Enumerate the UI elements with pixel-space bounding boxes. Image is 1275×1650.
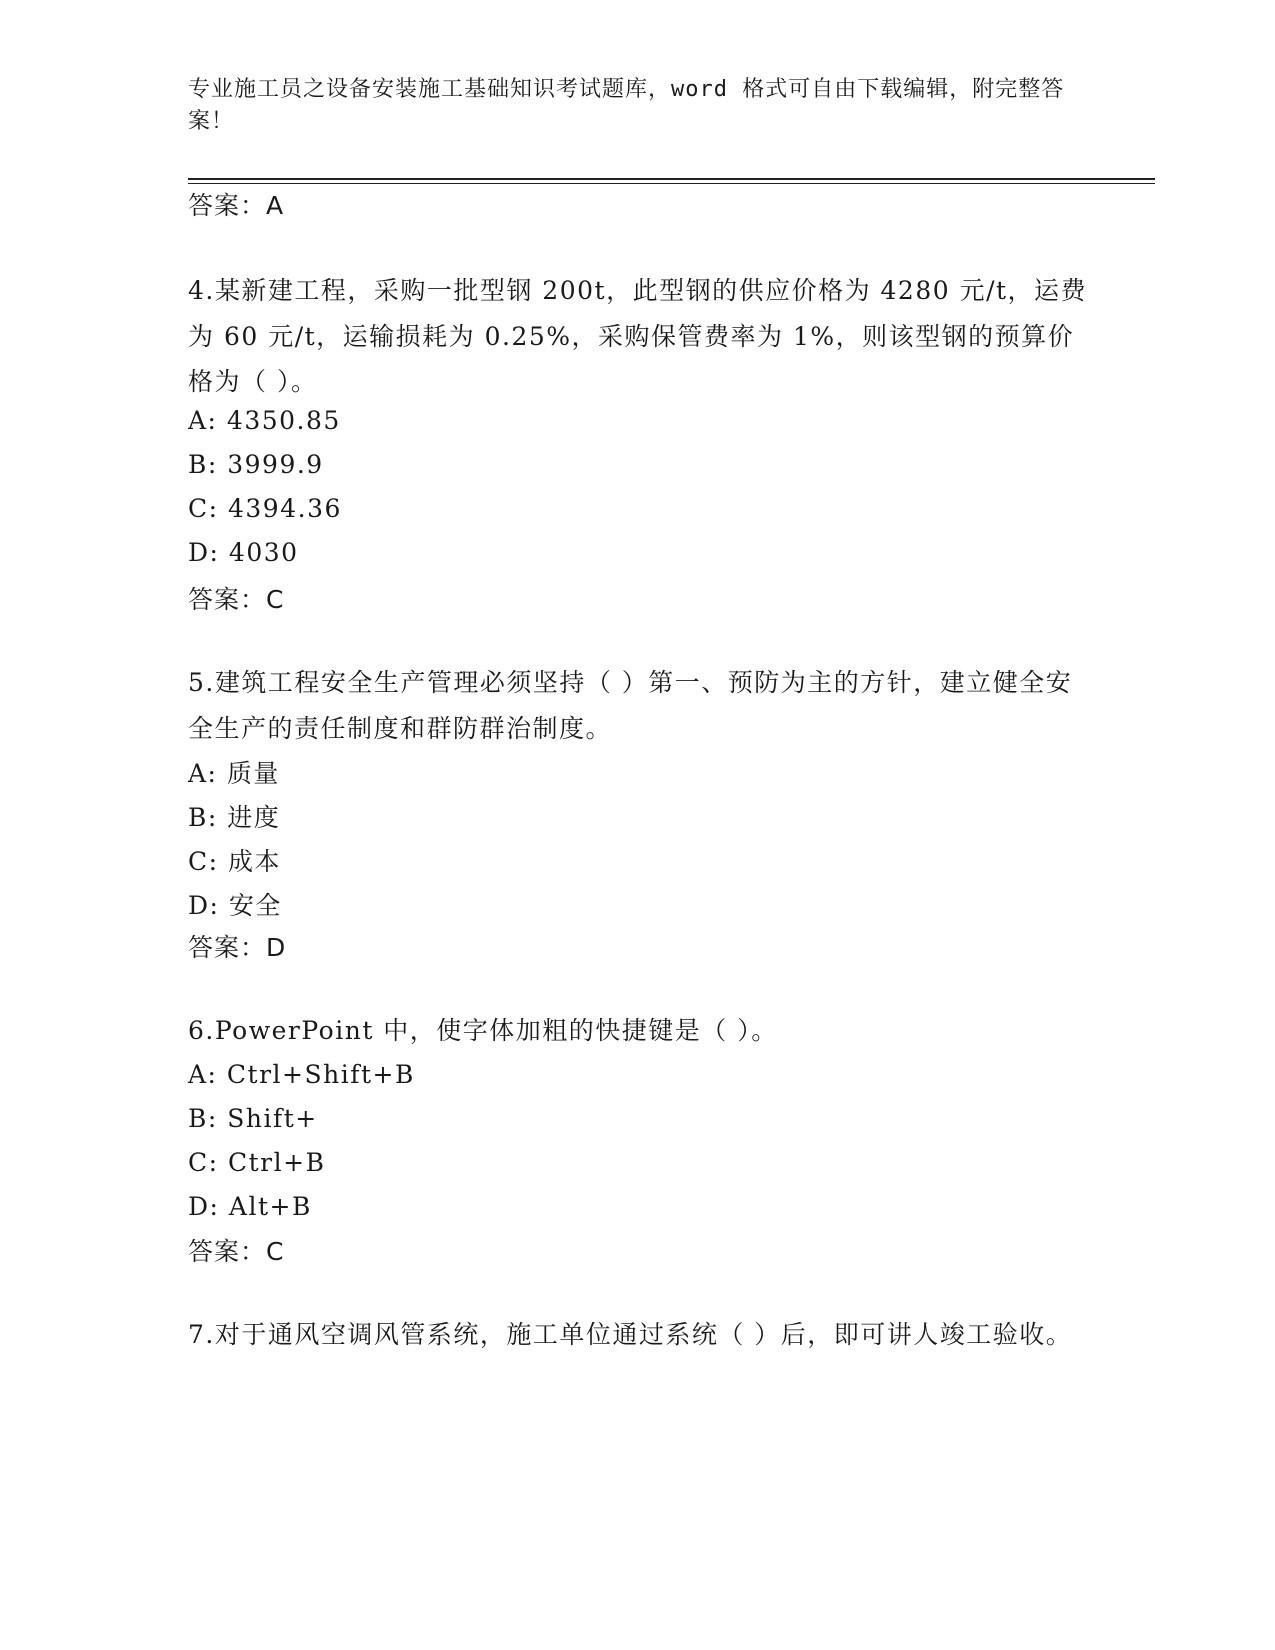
question-5-option-b: B: 进度 (188, 803, 281, 832)
document-header: 专业施工员之设备安装施工基础知识考试题库，word 格式可自由下载编辑，附完整答案！ (188, 77, 1065, 134)
question-4-stem: 4.某新建工程，采购一批型钢 200t，此型钢的供应价格为 4280 元/t，运费为 60 元/t，运输损耗为 0.25%，采购保管费率为 1%，则该型钢的预算价格为（ ）。 (188, 276, 1088, 396)
question-5-option-d: D: 安全 (188, 891, 282, 920)
question-6-stem: 6.PowerPoint 中，使字体加粗的快捷键是（ ）。 (188, 1016, 778, 1045)
answer-prev: 答案：A (188, 191, 285, 220)
question-5-option-c: C: 成本 (188, 847, 281, 876)
question-5-stem: 5.建筑工程安全生产管理必须坚持（ ）第一、预防为主的方针，建立健全安全生产的责任制度和群防群治制度。 (188, 668, 1073, 743)
question-4-option-b: B: 3999.9 (188, 450, 324, 479)
question-6-option-a: A: Ctrl+Shift+B (188, 1060, 415, 1089)
question-4-answer: 答案：C (188, 585, 285, 614)
question-5-answer: 答案：D (188, 933, 287, 962)
question-6-option-d: D: Alt+B (188, 1192, 312, 1221)
question-6-option-c: C: Ctrl+B (188, 1148, 326, 1177)
question-6-answer: 答案：C (188, 1237, 285, 1266)
header-divider (188, 178, 1155, 180)
header-divider-thin (188, 183, 1155, 184)
question-6-option-b: B: Shift+ (188, 1104, 318, 1133)
question-4-option-a: A: 4350.85 (188, 406, 341, 435)
question-7-stem: 7.对于通风空调风管系统，施工单位通过系统（ ）后，即可讲人竣工验收。 (188, 1320, 1073, 1349)
question-4-option-c: C: 4394.36 (188, 494, 342, 523)
question-4-option-d: D: 4030 (188, 538, 299, 567)
question-5-option-a: A: 质量 (188, 759, 280, 788)
